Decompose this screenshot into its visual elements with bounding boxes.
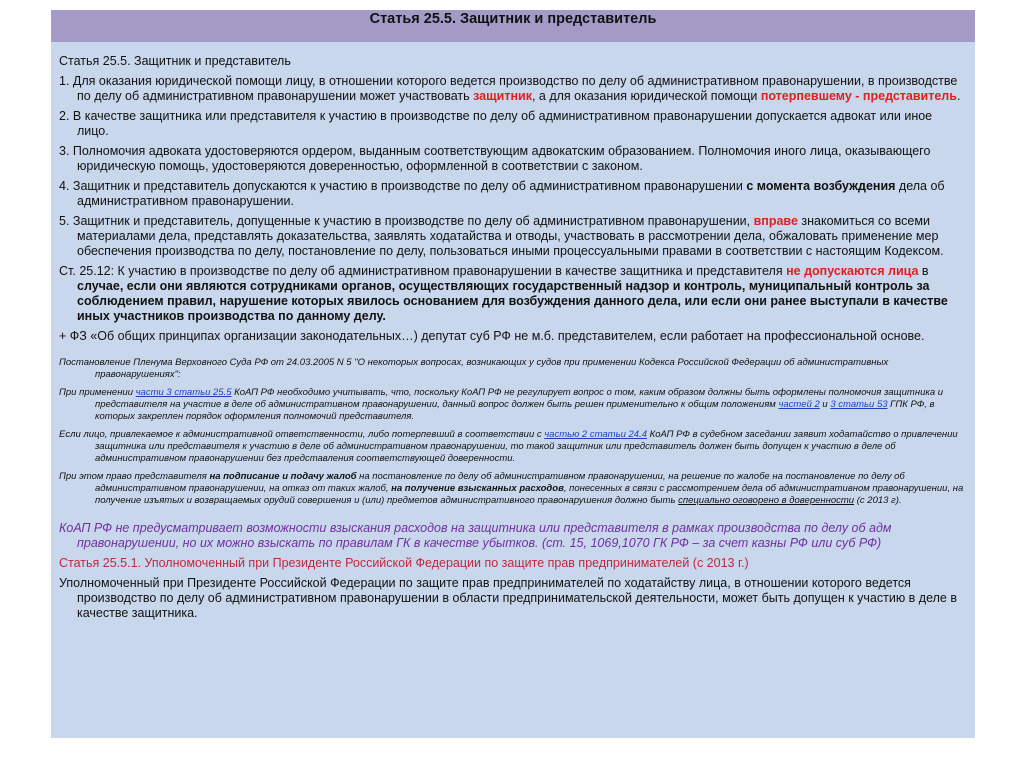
text: 1. Для оказания юридической помощи лицу, в отношении которого ведется производство по делу об административном правонарушении, в производстве по делу об административном правонарушении может участвовать <box>59 74 958 103</box>
paragraph-2: 2. В качестве защитника или представителя к участию в производстве по делу об административном правонарушении допускается адвокат или иное лицо. <box>59 109 933 138</box>
law-link[interactable]: частей 2 <box>778 399 820 410</box>
text: и <box>819 399 831 410</box>
text: 5. Защитник и представитель, допущенные к участию в производстве по делу об административном правонарушении, <box>59 214 754 228</box>
highlight-entitled: вправе <box>753 214 798 228</box>
slide <box>51 10 975 738</box>
plenum-paragraph-3 <box>59 471 965 507</box>
slide-body <box>59 54 965 626</box>
costs-note: КоАП РФ не предусматривает возможности взыскания расходов на защитника или представителя в рамках производства по делу об адм правонарушении, но их можно взыскать по правилам ГК в качестве убытков. (ст. 15, 1069,1070 ГК РФ – за счет казны РФ или суб РФ) <box>59 521 892 550</box>
law-link[interactable]: 3 статьи 53 <box>830 399 888 410</box>
text: КоАП РФ в судебном заседании заявит ходатайство о привлечении защитника или представителя к участию в деле об административном правонарушении, то такой защитник или представитель должен быть допущен к участию в деле об административном правонарушении без представления соответствующей доверенности. <box>95 429 958 464</box>
paragraph-5 <box>59 214 965 259</box>
underlined-text: специально оговорено в доверенности <box>678 495 855 506</box>
emphasis: на подписание и подачу жалоб <box>209 471 357 482</box>
text: При применении <box>59 387 136 398</box>
text: , понесенных в связи с рассмотрением дела об административном правонарушении, на получение изъятых и возвращаемых орудий совершения и (или) предметов административного правонарушения должно быть <box>95 483 964 506</box>
plenum-resolution-title: Постановление Пленума Верховного Суда РФ от 24.03.2005 N 5 "О некоторых вопросах, возникающих у судов при применении Кодекса Российской Федерации об административных правонарушениях": <box>59 357 889 380</box>
text: Ст. 25.12: К участию в производстве по делу об административном правонарушении в качестве защитника и представителя <box>59 264 787 278</box>
highlight-representative: потерпевшему - представитель <box>760 89 957 103</box>
paragraph-1 <box>59 74 965 104</box>
paragraph-fz-note: + ФЗ «Об общих принципах организации законодательных…) депутат суб РФ не м.б. представителем, если работает на профессиональной основе. <box>59 329 925 343</box>
plenum-paragraph-2 <box>59 429 965 465</box>
text: КоАП РФ необходимо учитывать, что, поскольку КоАП РФ не регулирует вопрос о том, каким образом должны быть оформлены полномочия защитника и представителя на участие в деле об административном правонарушении, данный вопрос должен быть решен применительно к общим положениям <box>95 387 944 410</box>
text: ГПК РФ, в которых закреплен порядок оформления полномочий представителя. <box>95 399 935 422</box>
plenum-paragraph-1 <box>59 387 965 423</box>
text: , а для оказания юридической помощи <box>531 89 761 103</box>
article-25-5-1-text: Уполномоченный при Президенте Российской Федерации по защите прав предпринимателей по ходатайству лица, в отношении которого ведется производство по делу об административном правонарушении в области предпринимательской деятельности, может быть допущен к участию в деле в качестве защитника. <box>59 576 957 620</box>
emphasis: на получение взысканных расходов <box>391 483 564 494</box>
paragraph-4 <box>59 179 965 209</box>
text: При этом право представителя <box>59 471 210 482</box>
text: на постановление по делу об административном правонарушении, на решение по жалобе на постановление по делу об административном правонарушении, на отказ от таких жалоб, <box>95 471 905 494</box>
text: дела об административном правонарушении. <box>77 179 945 208</box>
paragraph-3: 3. Полномочия адвоката удостоверяются ордером, выданным соответствующим адвокатским образованием. Полномочия иного лица, оказывающего юридическую помощь, удостоверяются доверенностью, оформленной в соответствии с законом. <box>59 144 931 173</box>
slide-title: Статья 25.5. Защитник и представитель <box>369 11 657 27</box>
emphasis: случае, если они являются сотрудниками органов, осуществляющих государственный надзор и контроль, муниципальный контроль за соблюдением правил, нарушение которых явилось основанием для возбуждения данного дела, или если они ранее выступали в качестве иных участников производства по данному делу. <box>77 279 948 323</box>
text: знакомиться со всеми материалами дела, представлять доказательства, заявлять ходатайства и отводы, участвовать в рассмотрении дела, обжаловать применение мер обеспечения производства по делу, постановление по делу, пользоваться иными процессуальными правами в соответствии с настоящим Кодексом. <box>77 214 944 258</box>
slide-header <box>51 10 975 42</box>
emphasis: с момента возбуждения <box>746 179 896 193</box>
law-link[interactable]: части 3 статьи 25.5 <box>135 387 232 398</box>
text: 4. Защитник и представитель допускаются к участию в производстве по делу об административном правонарушении <box>59 179 747 193</box>
text: в <box>918 264 929 278</box>
text: . <box>956 89 961 103</box>
text: Если лицо, привлекаемое к административной ответственности, либо потерпевший в соответствии с <box>59 429 545 440</box>
article-25-5-1-heading: Статья 25.5.1. Уполномоченный при Президенте Российской Федерации по защите прав предпринимателей (с 2013 г.) <box>59 556 749 570</box>
paragraph-art-25-12 <box>59 264 965 324</box>
highlight-not-admitted: не допускаются лица <box>786 264 919 278</box>
law-link[interactable]: частью 2 статьи 24.4 <box>544 429 647 440</box>
highlight-defender: защитник <box>473 89 532 103</box>
text: (с 2013 г). <box>854 495 902 506</box>
article-heading: Статья 25.5. Защитник и представитель <box>59 54 291 68</box>
